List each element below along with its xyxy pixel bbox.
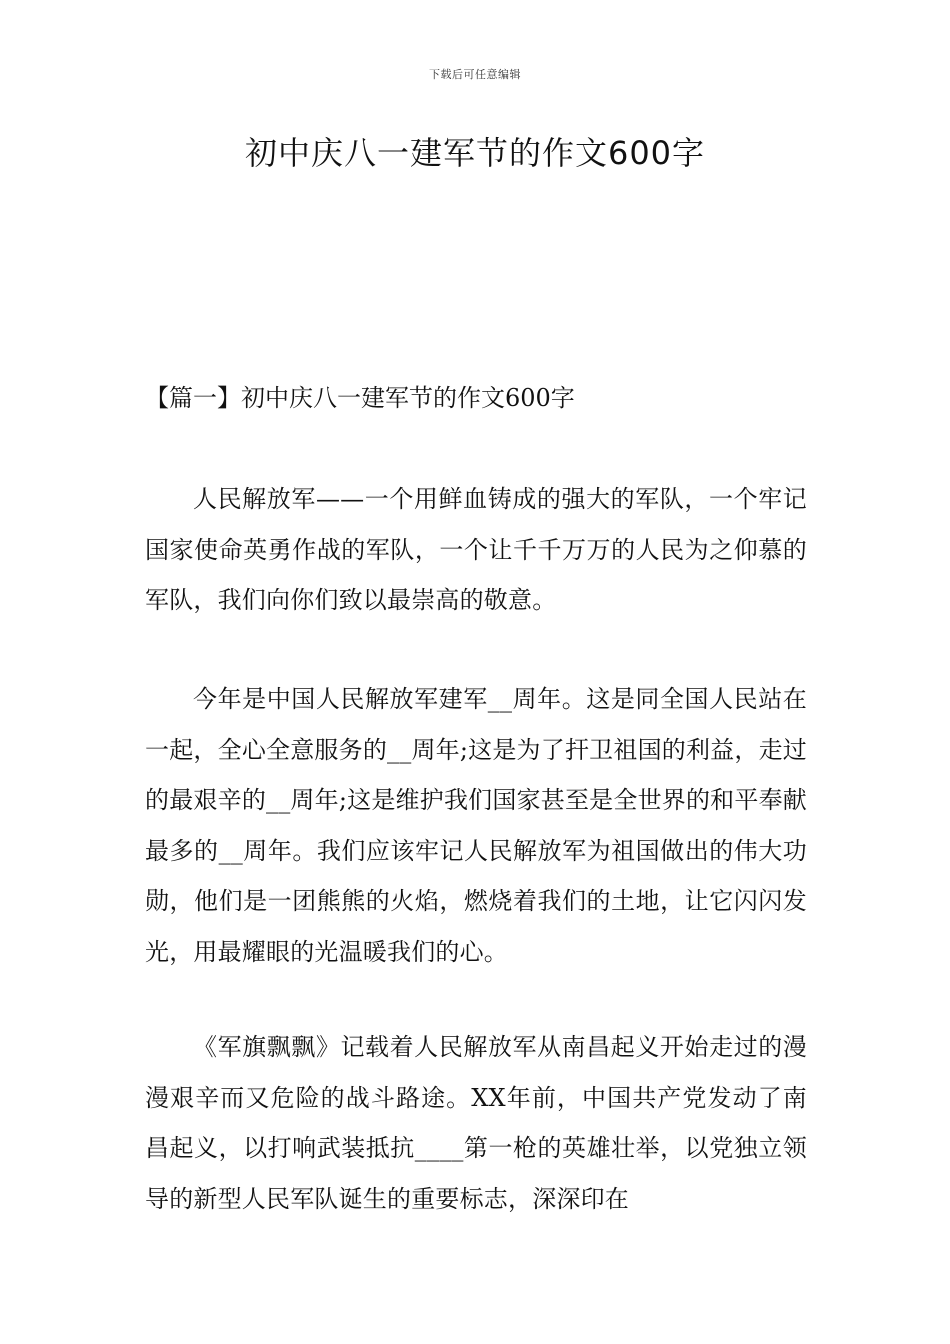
section-heading: 【篇一】初中庆八一建军节的作文600字 xyxy=(145,384,575,412)
paragraph-2: 今年是中国人民解放军建军__周年。这是同全国人民站在一起，全心全意服务的__周年;这是为了扞卫祖国的利益，走过的最艰辛的__周年;这是维护我们国家甚至是全世界的和平奉献最多的__周年。我们应该牢记人民解放军为祖国做出的伟大功勋，他们是一团熊熊的火焰，燃烧着我们的土地，让它闪闪发光，用最耀眼的光温暖我们的心。 xyxy=(145,685,807,966)
paragraph-3: 《军旗飘飘》记载着人民解放军从南昌起义开始走过的漫漫艰辛而又危险的战斗路途。XX年前，中国共产党发动了南昌起义，以打响武装抵抗____第一枪的英雄壮举，以党独立领导的新型人民军队诞生的重要标志，深深印在 xyxy=(145,1033,807,1213)
paragraph-1: 人民解放军——一个用鲜血铸成的强大的军队，一个牢记国家使命英勇作战的军队，一个让千千万万的人民为之仰慕的军队，我们向你们致以最崇高的敬意。 xyxy=(145,485,807,614)
document-title: 初中庆八一建军节的作文600字 xyxy=(244,134,706,172)
header-note: 下载后可任意编辑 xyxy=(429,68,521,81)
